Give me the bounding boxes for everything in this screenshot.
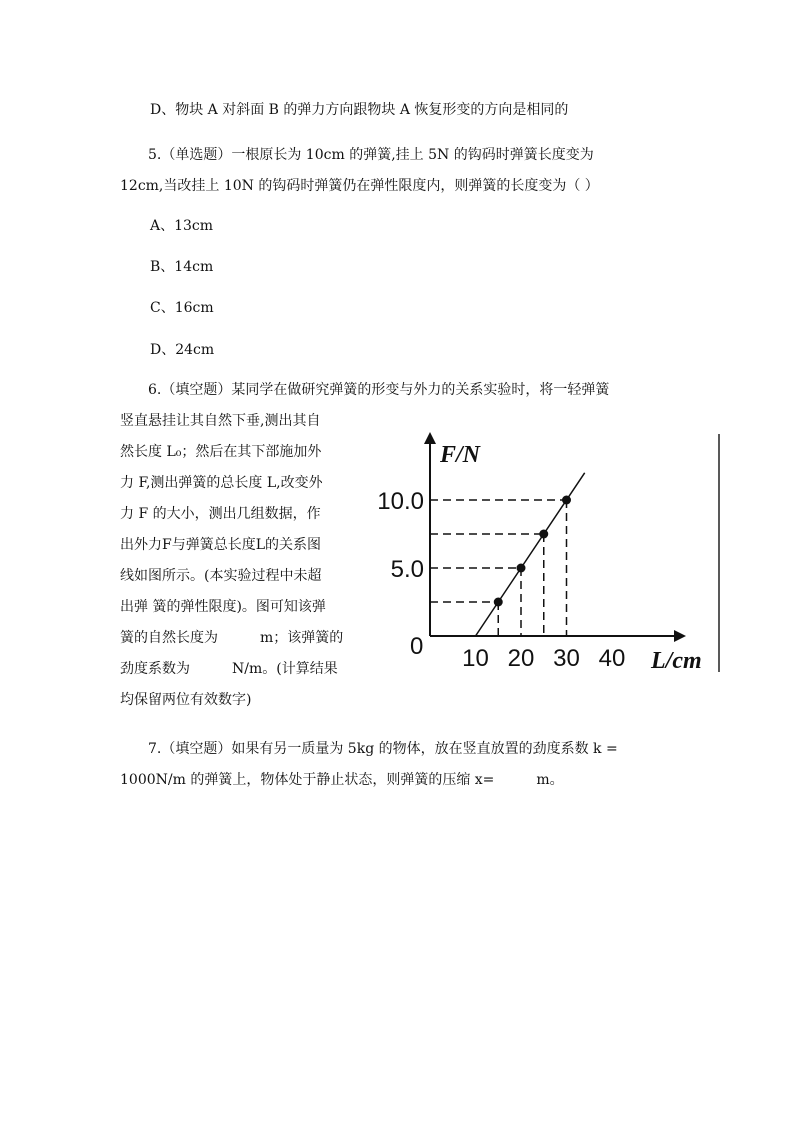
x-axis-arrow — [674, 630, 686, 642]
q6-wrap-line-7: 出弹 簧的弹性限度)。图可知该弹 — [120, 599, 326, 615]
y-tick-label: 5.0 — [390, 556, 424, 583]
q5-stem-line2: 12cm,当改挂上 10N 的钩码时弹簧仍在弹性限度内，则弹簧的长度变为（ ） — [120, 178, 599, 194]
q7-line1: 7.（填空题）如果有另一质量为 5kg 的物体，放在竖直放置的劲度系数 k = — [148, 741, 618, 757]
q4-option-d: D、物块 A 对斜面 B 的弹力方向跟物块 A 恢复形变的方向是相同的 — [150, 102, 569, 118]
x-tick-label: 30 — [553, 645, 580, 672]
q6-wrap-line-9: 劲度系数为 N/m。(计算结果 — [120, 661, 338, 677]
q6-wrap-line-1: 竖直悬挂让其自然下垂,测出其自 — [120, 413, 321, 429]
q5-stem-line1: 5.（单选题）一根原长为 10cm 的弹簧,挂上 5N 的钩码时弹簧长度变为 — [148, 147, 594, 163]
q5-option-d: D、24cm — [150, 342, 215, 358]
x-tick-label: 40 — [598, 645, 626, 672]
q6-wrap-line-4: 力 F 的大小，测出几组数据，作 — [120, 506, 321, 522]
q6-wrap-line-10: 均保留两位有效数字) — [120, 692, 252, 708]
q6-wrap-line-2: 然长度 L₀；然后在其下部施加外 — [120, 444, 322, 460]
q7-line2: 1000N/m 的弹簧上，物体处于静止状态，则弹簧的压缩 x= m。 — [120, 772, 564, 788]
x-tick-labels — [462, 645, 625, 672]
x-tick-label: 10 — [462, 645, 489, 672]
y-tick-label: 10.0 — [377, 488, 424, 515]
data-point-4 — [562, 496, 571, 505]
x-tick-label: 20 — [507, 645, 535, 672]
q6-wrap-line-6: 线如图所示。(本实验过程中未超 — [120, 568, 322, 584]
data-point-1 — [494, 598, 503, 607]
force-length-graph — [360, 428, 730, 678]
y-axis-arrow — [424, 432, 436, 444]
q6-wrap-line-8: 簧的自然长度为 m；该弹簧的 — [120, 630, 344, 646]
origin-label: 0 — [410, 633, 424, 660]
q6-wrap-line-3: 力 F,测出弹簧的总长度 L,改变外 — [120, 475, 323, 491]
dashed-guides — [430, 500, 567, 636]
q6-wrap-line-5: 出外力F与弹簧总长度L的关系图 — [120, 537, 322, 553]
y-axis-label: F/N — [440, 442, 481, 468]
y-tick-labels — [377, 488, 424, 583]
q5-option-c: C、16cm — [150, 300, 214, 316]
q6-stem-line1: 6.（填空题）某同学在做研究弹簧的形变与外力的关系实验时，将一轻弹簧 — [148, 382, 610, 398]
q5-option-a: A、13cm — [150, 218, 214, 234]
data-point-3 — [539, 530, 548, 539]
q5-option-b: B、14cm — [150, 259, 214, 275]
x-axis-label: L/cm — [651, 648, 702, 674]
data-point-2 — [517, 564, 526, 573]
